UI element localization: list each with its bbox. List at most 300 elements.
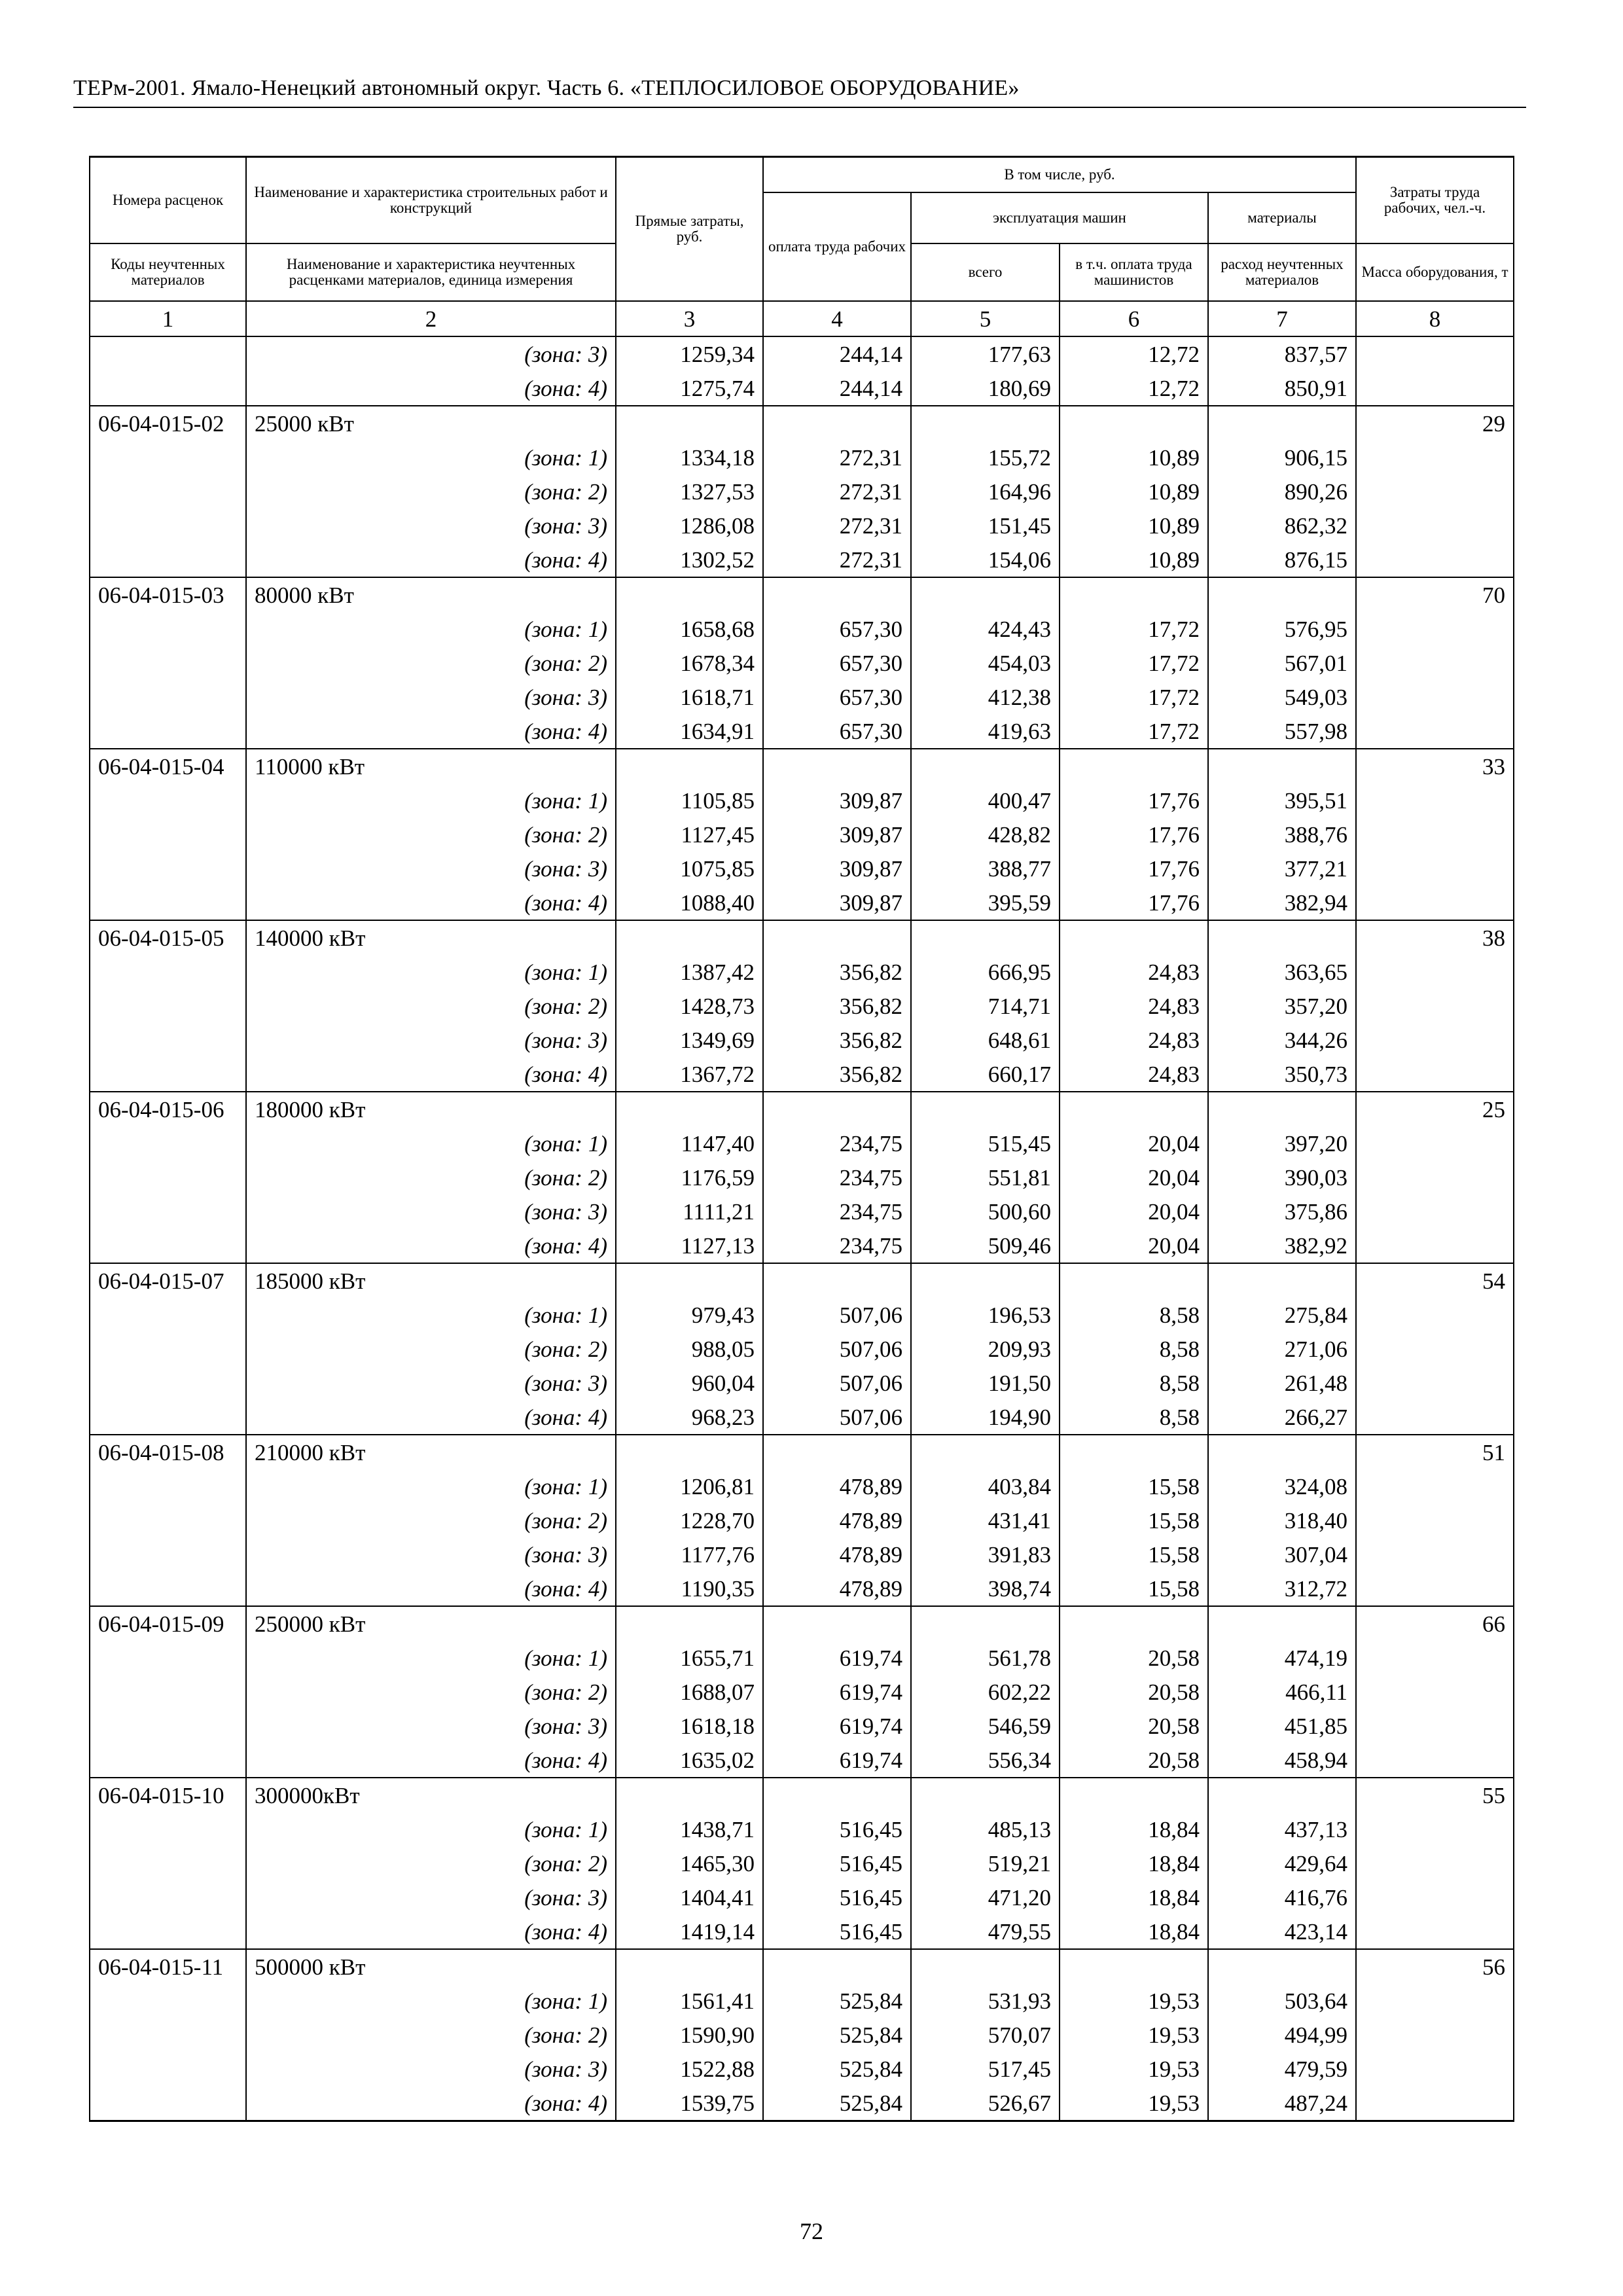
table-row (90, 1641, 1514, 1675)
labor-pay-cell: 525,84 (763, 2052, 911, 2086)
machines-total-cell: 602,22 (911, 1675, 1060, 1709)
empty-cell (763, 1778, 911, 1812)
zone-cell: (зона: 3) (246, 1023, 616, 1057)
code-cell (90, 1469, 246, 1503)
table-row (90, 1537, 1514, 1571)
empty-cell (763, 1435, 911, 1469)
empty-cell (1208, 749, 1356, 783)
labor-pay-cell: 478,89 (763, 1537, 911, 1571)
labor-hours-cell (1356, 1160, 1514, 1194)
machines-total-cell: 419,63 (911, 714, 1060, 749)
materials-cell: 451,85 (1208, 1709, 1356, 1743)
materials-cell: 850,91 (1208, 371, 1356, 406)
rate-header-row (90, 577, 1514, 612)
labor-pay-cell: 356,82 (763, 989, 911, 1023)
rate-name: 210000 кВт (246, 1435, 616, 1469)
code-cell (90, 1194, 246, 1229)
labor-hours-cell (1356, 817, 1514, 852)
empty-cell (1060, 1092, 1208, 1126)
labor-hours-cell: 55 (1356, 1778, 1514, 1812)
column-number: 5 (911, 301, 1060, 336)
materials-cell: 318,40 (1208, 1503, 1356, 1537)
rate-code: 06-04-015-11 (90, 1949, 246, 1984)
labor-pay-cell: 619,74 (763, 1675, 911, 1709)
zone-cell: (зона: 4) (246, 1229, 616, 1263)
rate-name: 250000 кВт (246, 1606, 616, 1641)
operators-pay-cell: 18,84 (1060, 1846, 1208, 1880)
table-row (90, 475, 1514, 509)
empty-cell (616, 1606, 763, 1641)
rate-code: 06-04-015-03 (90, 577, 246, 612)
code-cell (90, 1812, 246, 1846)
labor-hours-cell (1356, 1984, 1514, 2018)
operators-pay-cell: 15,58 (1060, 1571, 1208, 1606)
direct-cost-cell: 1349,69 (616, 1023, 763, 1057)
labor-hours-cell (1356, 1812, 1514, 1846)
empty-cell (763, 749, 911, 783)
direct-cost-cell: 1618,18 (616, 1709, 763, 1743)
materials-cell: 397,20 (1208, 1126, 1356, 1160)
zone-cell: (зона: 4) (246, 1057, 616, 1092)
materials-cell: 890,26 (1208, 475, 1356, 509)
labor-hours-cell: 33 (1356, 749, 1514, 783)
labor-hours-cell (1356, 2052, 1514, 2086)
table-row (90, 852, 1514, 886)
header-zatraty: Затраты труда рабочих, чел.-ч. (1356, 157, 1514, 244)
labor-hours-cell (1356, 1469, 1514, 1503)
machines-total-cell: 196,53 (911, 1298, 1060, 1332)
zone-cell: (зона: 1) (246, 783, 616, 817)
zone-cell: (зона: 4) (246, 886, 616, 920)
rate-header-row (90, 1092, 1514, 1126)
labor-pay-cell: 525,84 (763, 2086, 911, 2121)
zone-cell: (зона: 4) (246, 2086, 616, 2121)
machines-total-cell: 517,45 (911, 2052, 1060, 2086)
empty-cell (763, 1263, 911, 1298)
empty-cell (911, 1606, 1060, 1641)
operators-pay-cell: 24,83 (1060, 989, 1208, 1023)
zone-cell: (зона: 2) (246, 1332, 616, 1366)
table-row (90, 817, 1514, 852)
header-oplata: оплата труда рабочих (763, 192, 911, 301)
code-cell (90, 1914, 246, 1949)
operators-pay-cell: 19,53 (1060, 2086, 1208, 2121)
labor-hours-cell (1356, 336, 1514, 371)
machines-total-cell: 154,06 (911, 543, 1060, 577)
machines-total-cell: 531,93 (911, 1984, 1060, 2018)
header-massa: Масса оборудования, т (1356, 243, 1514, 301)
header-pryamye: Прямые затраты, руб. (616, 157, 763, 302)
rate-header-row (90, 1606, 1514, 1641)
machines-total-cell: 519,21 (911, 1846, 1060, 1880)
code-cell (90, 714, 246, 749)
direct-cost-cell: 1635,02 (616, 1743, 763, 1778)
zone-cell: (зона: 1) (246, 1984, 616, 2018)
zone-cell: (зона: 2) (246, 989, 616, 1023)
direct-cost-cell: 1561,41 (616, 1984, 763, 2018)
operators-pay-cell: 18,84 (1060, 1880, 1208, 1914)
labor-pay-cell: 234,75 (763, 1229, 911, 1263)
rate-code: 06-04-015-06 (90, 1092, 246, 1126)
labor-hours-cell (1356, 1537, 1514, 1571)
empty-cell (1060, 577, 1208, 612)
labor-hours-cell (1356, 852, 1514, 886)
zone-cell: (зона: 2) (246, 817, 616, 852)
rate-code: 06-04-015-02 (90, 406, 246, 440)
machines-total-cell: 714,71 (911, 989, 1060, 1023)
machines-total-cell: 403,84 (911, 1469, 1060, 1503)
labor-hours-cell (1356, 2018, 1514, 2052)
operators-pay-cell: 19,53 (1060, 1984, 1208, 2018)
machines-total-cell: 194,90 (911, 1400, 1060, 1435)
rate-name: 110000 кВт (246, 749, 616, 783)
rate-name: 500000 кВт (246, 1949, 616, 1984)
machines-total-cell: 570,07 (911, 2018, 1060, 2052)
empty-cell (1060, 920, 1208, 955)
table-row (90, 2052, 1514, 2086)
rate-name: 300000кВт (246, 1778, 616, 1812)
code-cell (90, 612, 246, 646)
direct-cost-cell: 1688,07 (616, 1675, 763, 1709)
empty-cell (1208, 1606, 1356, 1641)
operators-pay-cell: 20,04 (1060, 1229, 1208, 1263)
column-number: 2 (246, 301, 616, 336)
labor-pay-cell: 478,89 (763, 1571, 911, 1606)
machines-total-cell: 454,03 (911, 646, 1060, 680)
code-cell (90, 440, 246, 475)
empty-cell (616, 1435, 763, 1469)
zone-cell: (зона: 1) (246, 955, 616, 989)
code-cell (90, 371, 246, 406)
rate-header-row (90, 1778, 1514, 1812)
empty-cell (1208, 1778, 1356, 1812)
table-row (90, 1023, 1514, 1057)
empty-cell (1208, 1435, 1356, 1469)
operators-pay-cell: 17,76 (1060, 783, 1208, 817)
direct-cost-cell: 1088,40 (616, 886, 763, 920)
empty-cell (911, 1263, 1060, 1298)
labor-pay-cell: 619,74 (763, 1743, 911, 1778)
code-cell (90, 336, 246, 371)
machines-total-cell: 660,17 (911, 1057, 1060, 1092)
machines-total-cell: 177,63 (911, 336, 1060, 371)
labor-hours-cell: 25 (1356, 1092, 1514, 1126)
column-number: 6 (1060, 301, 1208, 336)
zone-cell: (зона: 1) (246, 1126, 616, 1160)
labor-pay-cell: 516,45 (763, 1846, 911, 1880)
direct-cost-cell: 1522,88 (616, 2052, 763, 2086)
materials-cell: 388,76 (1208, 817, 1356, 852)
labor-hours-cell (1356, 1846, 1514, 1880)
labor-pay-cell: 309,87 (763, 817, 911, 852)
zone-cell: (зона: 3) (246, 852, 616, 886)
labor-pay-cell: 234,75 (763, 1160, 911, 1194)
machines-total-cell: 431,41 (911, 1503, 1060, 1537)
direct-cost-cell: 1286,08 (616, 509, 763, 543)
code-cell (90, 1537, 246, 1571)
code-cell (90, 1023, 246, 1057)
code-cell (90, 543, 246, 577)
column-number: 8 (1356, 301, 1514, 336)
header-rashod: расход неучтенных материалов (1208, 243, 1356, 301)
column-number-row (90, 301, 1514, 336)
labor-pay-cell: 234,75 (763, 1194, 911, 1229)
table-row (90, 1914, 1514, 1949)
table-row (90, 1675, 1514, 1709)
operators-pay-cell: 20,04 (1060, 1126, 1208, 1160)
labor-pay-cell: 657,30 (763, 714, 911, 749)
operators-pay-cell: 18,84 (1060, 1914, 1208, 1949)
materials-cell: 266,27 (1208, 1400, 1356, 1435)
operators-pay-cell: 17,72 (1060, 612, 1208, 646)
empty-cell (911, 1949, 1060, 1984)
empty-cell (1060, 1606, 1208, 1641)
rate-header-row (90, 1435, 1514, 1469)
table-row (90, 646, 1514, 680)
labor-pay-cell: 525,84 (763, 2018, 911, 2052)
operators-pay-cell: 17,72 (1060, 714, 1208, 749)
direct-cost-cell: 1105,85 (616, 783, 763, 817)
code-cell (90, 817, 246, 852)
operators-pay-cell: 20,58 (1060, 1709, 1208, 1743)
direct-cost-cell: 1206,81 (616, 1469, 763, 1503)
table-row (90, 440, 1514, 475)
rate-code: 06-04-015-08 (90, 1435, 246, 1469)
zone-cell: (зона: 1) (246, 1812, 616, 1846)
labor-hours-cell (1356, 1675, 1514, 1709)
empty-cell (616, 920, 763, 955)
operators-pay-cell: 8,58 (1060, 1332, 1208, 1366)
code-cell (90, 509, 246, 543)
direct-cost-cell: 1419,14 (616, 1914, 763, 1949)
zone-cell: (зона: 3) (246, 1537, 616, 1571)
materials-cell: 324,08 (1208, 1469, 1356, 1503)
materials-cell: 382,94 (1208, 886, 1356, 920)
header-vtch: в т.ч. оплата труда машинистов (1060, 243, 1208, 301)
direct-cost-cell: 1367,72 (616, 1057, 763, 1092)
table-row (90, 371, 1514, 406)
machines-total-cell: 551,81 (911, 1160, 1060, 1194)
zone-cell: (зона: 2) (246, 475, 616, 509)
operators-pay-cell: 19,53 (1060, 2052, 1208, 2086)
table-row (90, 955, 1514, 989)
direct-cost-cell: 1259,34 (616, 336, 763, 371)
column-number: 1 (90, 301, 246, 336)
code-cell (90, 852, 246, 886)
machines-total-cell: 556,34 (911, 1743, 1060, 1778)
empty-cell (616, 1263, 763, 1298)
materials-cell: 837,57 (1208, 336, 1356, 371)
operators-pay-cell: 8,58 (1060, 1400, 1208, 1435)
empty-cell (1060, 1435, 1208, 1469)
code-cell (90, 1709, 246, 1743)
empty-cell (1060, 1263, 1208, 1298)
rate-code: 06-04-015-07 (90, 1263, 246, 1298)
labor-hours-cell: 29 (1356, 406, 1514, 440)
direct-cost-cell: 1404,41 (616, 1880, 763, 1914)
zone-cell: (зона: 3) (246, 509, 616, 543)
zone-cell: (зона: 1) (246, 1298, 616, 1332)
direct-cost-cell: 1465,30 (616, 1846, 763, 1880)
direct-cost-cell: 1634,91 (616, 714, 763, 749)
direct-cost-cell: 979,43 (616, 1298, 763, 1332)
labor-hours-cell (1356, 1366, 1514, 1400)
column-number: 7 (1208, 301, 1356, 336)
labor-pay-cell: 657,30 (763, 680, 911, 714)
empty-cell (616, 1949, 763, 1984)
zone-cell: (зона: 3) (246, 680, 616, 714)
page-number: 72 (800, 2218, 823, 2244)
code-cell (90, 955, 246, 989)
table-row (90, 1469, 1514, 1503)
rate-header-row (90, 1949, 1514, 1984)
empty-cell (763, 1606, 911, 1641)
code-cell (90, 1846, 246, 1880)
rate-code: 06-04-015-10 (90, 1778, 246, 1812)
materials-cell: 261,48 (1208, 1366, 1356, 1400)
labor-hours-cell (1356, 371, 1514, 406)
materials-cell: 357,20 (1208, 989, 1356, 1023)
code-cell (90, 1641, 246, 1675)
materials-cell: 377,21 (1208, 852, 1356, 886)
rate-name: 140000 кВт (246, 920, 616, 955)
zone-cell: (зона: 1) (246, 612, 616, 646)
rate-header-row (90, 406, 1514, 440)
code-cell (90, 886, 246, 920)
table-row (90, 1126, 1514, 1160)
direct-cost-cell: 1590,90 (616, 2018, 763, 2052)
labor-pay-cell: 244,14 (763, 371, 911, 406)
table-row (90, 1743, 1514, 1778)
labor-hours-cell (1356, 1057, 1514, 1092)
labor-pay-cell: 356,82 (763, 1023, 911, 1057)
direct-cost-cell: 1334,18 (616, 440, 763, 475)
direct-cost-cell: 1327,53 (616, 475, 763, 509)
column-number: 4 (763, 301, 911, 336)
code-cell (90, 646, 246, 680)
operators-pay-cell: 17,72 (1060, 680, 1208, 714)
labor-pay-cell: 516,45 (763, 1914, 911, 1949)
zone-cell: (зона: 4) (246, 714, 616, 749)
document-header-title: ТЕРм-2001. Ямало-Ненецкий автономный округ. Часть 6. «ТЕПЛОСИЛОВОЕ ОБОРУДОВАНИЕ» (73, 76, 1020, 100)
header-naimen-works: Наименование и характеристика строительных работ и конструкций (246, 157, 616, 244)
table-row (90, 1880, 1514, 1914)
operators-pay-cell: 19,53 (1060, 2018, 1208, 2052)
machines-total-cell: 388,77 (911, 852, 1060, 886)
labor-hours-cell (1356, 1641, 1514, 1675)
materials-cell: 423,14 (1208, 1914, 1356, 1949)
labor-pay-cell: 507,06 (763, 1298, 911, 1332)
labor-hours-cell (1356, 440, 1514, 475)
machines-total-cell: 395,59 (911, 886, 1060, 920)
rate-code: 06-04-015-09 (90, 1606, 246, 1641)
labor-pay-cell: 356,82 (763, 955, 911, 989)
empty-cell (1208, 1263, 1356, 1298)
table-body (90, 336, 1514, 2121)
code-cell (90, 680, 246, 714)
labor-pay-cell: 272,31 (763, 440, 911, 475)
direct-cost-cell: 968,23 (616, 1400, 763, 1435)
materials-cell: 494,99 (1208, 2018, 1356, 2052)
code-cell (90, 1503, 246, 1537)
operators-pay-cell: 15,58 (1060, 1537, 1208, 1571)
labor-pay-cell: 272,31 (763, 543, 911, 577)
labor-hours-cell (1356, 1194, 1514, 1229)
materials-cell: 344,26 (1208, 1023, 1356, 1057)
machines-total-cell: 391,83 (911, 1537, 1060, 1571)
labor-pay-cell: 516,45 (763, 1812, 911, 1846)
operators-pay-cell: 12,72 (1060, 371, 1208, 406)
zone-cell: (зона: 4) (246, 371, 616, 406)
direct-cost-cell: 1302,52 (616, 543, 763, 577)
machines-total-cell: 424,43 (911, 612, 1060, 646)
table-row (90, 714, 1514, 749)
labor-hours-cell (1356, 1126, 1514, 1160)
direct-cost-cell: 1618,71 (616, 680, 763, 714)
operators-pay-cell: 17,76 (1060, 817, 1208, 852)
direct-cost-cell: 1228,70 (616, 1503, 763, 1537)
operators-pay-cell: 8,58 (1060, 1366, 1208, 1400)
direct-cost-cell: 988,05 (616, 1332, 763, 1366)
zone-cell: (зона: 2) (246, 1675, 616, 1709)
rate-header-row (90, 1263, 1514, 1298)
labor-hours-cell (1356, 989, 1514, 1023)
machines-total-cell: 485,13 (911, 1812, 1060, 1846)
labor-hours-cell (1356, 714, 1514, 749)
machines-total-cell: 648,61 (911, 1023, 1060, 1057)
materials-cell: 416,76 (1208, 1880, 1356, 1914)
table-row (90, 989, 1514, 1023)
code-cell (90, 1400, 246, 1435)
zone-cell: (зона: 3) (246, 1366, 616, 1400)
labor-pay-cell: 272,31 (763, 509, 911, 543)
materials-cell: 479,59 (1208, 2052, 1356, 2086)
price-table (89, 156, 1514, 2122)
empty-cell (1208, 920, 1356, 955)
labor-pay-cell: 356,82 (763, 1057, 911, 1092)
code-cell (90, 1332, 246, 1366)
operators-pay-cell: 10,89 (1060, 543, 1208, 577)
labor-hours-cell (1356, 1023, 1514, 1057)
materials-cell: 862,32 (1208, 509, 1356, 543)
operators-pay-cell: 18,84 (1060, 1812, 1208, 1846)
machines-total-cell: 471,20 (911, 1880, 1060, 1914)
labor-hours-cell (1356, 1298, 1514, 1332)
code-cell (90, 989, 246, 1023)
operators-pay-cell: 12,72 (1060, 336, 1208, 371)
zone-cell: (зона: 2) (246, 1846, 616, 1880)
rate-name: 80000 кВт (246, 577, 616, 612)
materials-cell: 503,64 (1208, 1984, 1356, 2018)
direct-cost-cell: 1655,71 (616, 1641, 763, 1675)
labor-hours-cell (1356, 680, 1514, 714)
direct-cost-cell: 1176,59 (616, 1160, 763, 1194)
labor-hours-cell (1356, 1332, 1514, 1366)
labor-pay-cell: 619,74 (763, 1641, 911, 1675)
machines-total-cell: 155,72 (911, 440, 1060, 475)
machines-total-cell: 515,45 (911, 1126, 1060, 1160)
empty-cell (1060, 1778, 1208, 1812)
operators-pay-cell: 10,89 (1060, 440, 1208, 475)
labor-hours-cell (1356, 1709, 1514, 1743)
labor-hours-cell (1356, 1571, 1514, 1606)
labor-hours-cell (1356, 955, 1514, 989)
materials-cell: 437,13 (1208, 1812, 1356, 1846)
table-row (90, 509, 1514, 543)
empty-cell (911, 920, 1060, 955)
labor-pay-cell: 234,75 (763, 1126, 911, 1160)
table-row (90, 886, 1514, 920)
